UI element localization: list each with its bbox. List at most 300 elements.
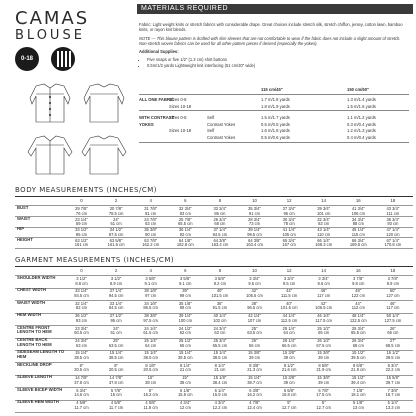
- garment-measurements-table: [15, 267, 413, 413]
- cm-value: 62 cm: [179, 330, 191, 336]
- table-row: [15, 206, 413, 217]
- inch-value: 6": [148, 387, 153, 393]
- inch-value: 14 7/8": [109, 375, 123, 381]
- cm-value: 12.7 cm: [281, 404, 297, 410]
- yardage-60: 1.1 m/1.2 yards: [347, 115, 376, 121]
- cm-value: 39.4 cm: [351, 379, 366, 385]
- inch-value: 37 1/4": [109, 288, 123, 294]
- cm-value: 38.5 cm: [212, 354, 228, 360]
- cm-value: 18.7 cm: [385, 392, 401, 398]
- yardage-45: 1.8 m/1.9 yards: [261, 103, 290, 109]
- fabric-kind-label: Contrast Yokes: [207, 121, 236, 127]
- inch-value: 39": [182, 288, 189, 294]
- cm-value: 9.5 cm: [248, 280, 261, 286]
- inch-value: 8 5/8": [353, 362, 364, 368]
- inch-value: 50": [389, 288, 396, 294]
- cm-value: 163.4 cm: [211, 242, 229, 248]
- inch-value: 4 5/8": [145, 400, 156, 405]
- cm-value: 21.9 cm: [351, 367, 366, 373]
- front-view-drawing: [14, 82, 132, 126]
- inch-value: 64 3/8": [248, 237, 261, 243]
- inch-value: 15 1/2": [351, 375, 365, 381]
- cm-value: 94.5 cm: [108, 292, 124, 298]
- fabric-kind-label: Contrast Yokes: [207, 135, 236, 140]
- cm-value: 61 cm: [110, 221, 122, 227]
- size-column-header: 12: [286, 198, 292, 203]
- inch-value: 8": [79, 362, 84, 368]
- inch-value: 42": [320, 300, 327, 306]
- inch-value: 15 1/2": [351, 350, 365, 356]
- inch-value: 3 5/8": [214, 276, 226, 281]
- inch-value: 6 1/4": [214, 387, 226, 393]
- measurement-label: WAIST: [17, 215, 31, 221]
- inch-value: 8 5/8": [318, 362, 329, 368]
- cm-value: 65 cm: [318, 330, 330, 336]
- size-column-header: 6: [184, 268, 187, 273]
- table-row: [15, 375, 413, 387]
- size-column-header: 4: [149, 268, 152, 273]
- inch-value: 42": [251, 288, 258, 294]
- table-row: [15, 301, 413, 313]
- inch-value: 38 3/8": [144, 313, 158, 319]
- cm-value: 83 cm: [179, 210, 191, 216]
- inch-value: 47 1/4": [386, 227, 400, 233]
- fabric-width-45: 115 cm/45": [261, 87, 283, 92]
- cm-value: 64 cm: [283, 330, 295, 336]
- inch-value: 25 7/8": [178, 216, 192, 222]
- cm-value: 15.9 cm: [212, 392, 228, 398]
- cm-value: 38.5 cm: [108, 354, 124, 360]
- supplies-title: Additional Supplies:: [139, 49, 179, 55]
- inch-value: 36 1/2": [75, 313, 88, 319]
- inch-value: 6 1/8": [180, 387, 191, 393]
- cm-value: 170.8 cm: [384, 242, 402, 248]
- inch-value: 28 3/4": [248, 216, 261, 222]
- inch-value: 31 7/8": [144, 206, 158, 211]
- inch-value: 44": [286, 288, 293, 294]
- inch-value: 26": [251, 338, 258, 343]
- measurement-label: SLEEVE HEM WIDTH: [17, 399, 59, 404]
- yardage-60: 0.4 m/0.4 yards: [347, 135, 376, 140]
- size-column-header: 4: [149, 198, 152, 203]
- size-column-header: 12: [286, 268, 292, 273]
- measurement-label: CENTRE BACK LENGTH TO HEM: [17, 337, 52, 347]
- inch-value: 3 1/2": [76, 276, 87, 281]
- cm-value: 20.5 cm: [74, 367, 89, 373]
- cm-value: 93 cm: [387, 221, 399, 227]
- inch-value: 63 1/2": [75, 237, 88, 243]
- cm-value: 122 cm: [351, 292, 366, 298]
- table-row: [15, 350, 413, 362]
- inch-value: 33 3/4": [213, 206, 227, 211]
- cm-value: 60.5 cm: [74, 330, 89, 336]
- cm-value: 63 cm: [145, 221, 157, 227]
- inch-value: 8 1/2": [283, 362, 295, 368]
- inch-value: 5": [287, 400, 291, 405]
- inch-value: 3 7/8": [387, 276, 399, 281]
- inch-value: 15 1/4": [213, 350, 227, 356]
- cm-value: 86.5 cm: [143, 305, 158, 311]
- pattern-brand: [15, 10, 110, 43]
- table-row: [15, 338, 413, 350]
- measurement-label: CENTRE FRONT LENGTH TO HEM: [17, 324, 52, 335]
- cm-value: 8.8 cm: [75, 280, 88, 286]
- inch-value: 64 3/8": [213, 237, 227, 243]
- size-range-label: Sizes 10-18: [169, 128, 192, 134]
- inch-value: 43 1/4": [317, 227, 331, 233]
- cm-value: 105 cm: [282, 231, 296, 237]
- inch-value: 15 3/8": [282, 375, 296, 381]
- inch-value: 25": [251, 325, 258, 331]
- inch-value: 39 3/4": [317, 206, 331, 211]
- inch-value: 8 1/4": [214, 362, 226, 368]
- cm-value: 91.5 cm: [212, 305, 228, 311]
- cm-value: 117.5 cm: [315, 317, 332, 323]
- cm-value: 88 cm: [352, 221, 364, 227]
- inch-value: 25 1/4": [282, 325, 296, 331]
- cm-value: 39.5 cm: [351, 354, 366, 360]
- cm-value: 20.5 cm: [108, 367, 124, 373]
- cm-value: 38 cm: [179, 379, 191, 385]
- fabric-description: Fabric: Light weight knits or stretch fabrics with considerable drape. Great choices include stretch silk, stretch chiffon, jersey, cotton lawn, bamboo knits, or rayon knit blends.: [139, 22, 403, 33]
- divider: [15, 412, 413, 413]
- inch-value: 15": [182, 375, 189, 381]
- divider: [139, 142, 409, 143]
- cm-value: 38.7 cm: [247, 379, 262, 385]
- inch-value: 43 3/4": [386, 206, 400, 211]
- cm-value: 110 cm: [317, 231, 331, 237]
- cm-value: 39 cm: [248, 354, 261, 360]
- yardage-60: 1.3 m/1.4 yards: [347, 97, 376, 102]
- cm-value: 21 cm: [179, 367, 191, 373]
- cm-value: 13 cm: [352, 404, 364, 410]
- inch-value: 36 1/4": [178, 227, 192, 233]
- cm-value: 76 cm: [75, 210, 88, 216]
- cm-value: 22.2 cm: [385, 367, 401, 373]
- cm-value: 8.9 cm: [109, 280, 123, 286]
- yardage-45: 0.5 m/0.6 yards: [261, 135, 290, 140]
- inch-value: 34 1/2": [109, 227, 123, 233]
- inch-value: 15 3/8": [317, 350, 331, 356]
- yardage-60: 1.5 m/1.6 yards: [347, 103, 376, 109]
- cm-value: 9.1 cm: [144, 280, 157, 286]
- table-row: [15, 217, 413, 228]
- stretch-fabric-icon: [51, 47, 75, 71]
- cm-value: 38.4 cm: [212, 379, 228, 385]
- cm-value: 106.5 cm: [246, 292, 263, 298]
- cm-value: 11.8 cm: [143, 404, 158, 410]
- inch-value: 8 3/8": [249, 362, 260, 368]
- cm-value: 21.6 cm: [281, 367, 297, 373]
- list-item: • Five snaps or five 1/2" (1.3 cm) shirt buttons: [147, 57, 409, 62]
- inch-value: 8 3/4": [387, 362, 399, 368]
- cm-value: 15 cm: [110, 392, 122, 398]
- inch-value: 25 1/2": [178, 338, 192, 343]
- inch-value: 4 5/8": [76, 400, 87, 405]
- inch-value: 44": [355, 300, 362, 306]
- measurement-label: HEIGHT: [17, 236, 33, 242]
- cm-value: 39 cm: [318, 379, 330, 385]
- cm-value: 9.8 cm: [352, 280, 365, 286]
- inch-value: 26 3/4": [351, 338, 365, 343]
- yardage-45: 1.6 m/1.8 yards: [261, 128, 290, 134]
- cm-value: 101.5 cm: [211, 292, 229, 298]
- inch-value: 63 7/8": [144, 237, 158, 243]
- inch-value: 34 1/8": [144, 300, 158, 306]
- inch-value: 39 1/4": [178, 313, 192, 319]
- cm-value: 96.5 cm: [247, 305, 262, 311]
- inch-value: 48": [355, 288, 362, 294]
- inch-value: 3 1/2": [110, 276, 122, 281]
- inch-value: 66 3/4": [351, 237, 365, 243]
- inch-value: 25 3/4": [351, 325, 365, 331]
- cm-value: 162.8 cm: [176, 242, 194, 248]
- size-range-badge: 0-18: [15, 47, 39, 71]
- cm-value: 117 cm: [386, 305, 400, 311]
- cm-value: 87.5 cm: [108, 231, 124, 237]
- inch-value: 5": [321, 400, 326, 405]
- inch-value: 23 1/4": [75, 216, 88, 222]
- cm-value: 106 cm: [351, 210, 366, 216]
- cm-value: 15.5 cm: [178, 392, 193, 398]
- supplies-list: [139, 57, 409, 68]
- pattern-subtitle: BLOUSE: [15, 28, 85, 43]
- fabric-group-label: WITH CONTRAST: [139, 115, 175, 121]
- cm-value: 168.3 cm: [315, 242, 333, 248]
- size-column-header: 8: [218, 268, 222, 273]
- inch-value: 15 1/4": [109, 350, 123, 356]
- cm-value: 117 cm: [317, 292, 331, 298]
- cm-value: 101 cm: [316, 210, 331, 216]
- inch-value: 25 3/4": [213, 338, 227, 343]
- inch-value: 40 1/4": [213, 313, 227, 319]
- inch-value: 3 3/4": [283, 276, 295, 281]
- inch-value: 3 7/8": [353, 276, 364, 281]
- inch-value: 34 3/4": [351, 216, 365, 222]
- cm-value: 66 cm: [387, 330, 399, 336]
- inch-value: 35 3/8": [144, 227, 158, 233]
- inch-value: 36 3/4": [386, 216, 400, 222]
- inch-value: 24": [113, 325, 120, 331]
- cm-value: 59 cm: [75, 221, 88, 227]
- back-view-drawing: [14, 134, 132, 178]
- garment-measurements-title: GARMENT MEASUREMENTS (INCHES/CM): [15, 256, 175, 264]
- inch-value: 41 3/4": [351, 206, 365, 211]
- inch-value: 44 1/4": [282, 313, 296, 319]
- inch-value: 15 1/4": [248, 375, 261, 381]
- list-item: • 0.5m/1/2 yards Lightweight knit interfacing (51 cm/20" wide): [147, 63, 409, 68]
- divider: [139, 94, 409, 95]
- cm-value: 85 cm: [75, 231, 88, 237]
- inch-value: 6 7/8": [318, 387, 329, 393]
- materials-text: [139, 22, 409, 68]
- inch-value: 32 3/4": [317, 216, 331, 222]
- cm-value: 97 cm: [145, 292, 157, 298]
- cm-value: 91 cm: [248, 210, 261, 216]
- cm-value: 99.5 cm: [247, 231, 262, 237]
- cm-value: 97.5 cm: [143, 317, 158, 323]
- inch-value: 24 3/4": [75, 338, 88, 343]
- cm-value: 14.6 cm: [74, 392, 89, 398]
- inch-value: 5 3/4": [76, 387, 87, 393]
- inch-value: 46 1/4": [317, 313, 331, 319]
- divider: [139, 110, 409, 111]
- yardage-45: 1.5 m/1.7 yards: [261, 115, 290, 121]
- measurement-label: CHEST WIDTH: [17, 287, 47, 293]
- inch-value: 36": [216, 300, 223, 306]
- cm-value: 64 cm: [145, 342, 157, 348]
- size-column-header: 16: [355, 268, 361, 273]
- cm-value: 112.5 cm: [280, 317, 298, 323]
- divider: [15, 248, 413, 249]
- inch-value: 24": [113, 216, 120, 222]
- cm-value: 65.5 cm: [212, 342, 228, 348]
- inch-value: 4 3/4": [180, 400, 191, 405]
- inch-value: 63 5/8": [109, 237, 123, 243]
- measurement-label: HIP: [17, 226, 24, 232]
- measurement-label: BUST: [17, 205, 29, 210]
- cm-value: 65.5 cm: [178, 221, 193, 227]
- cm-value: 65 cm: [179, 342, 191, 348]
- inch-value: 38": [251, 300, 258, 306]
- cm-value: 93 cm: [75, 317, 88, 323]
- materials-header: MATERIALS REQUIRED: [137, 4, 413, 14]
- cm-value: 65.5 cm: [351, 330, 366, 336]
- cm-value: 9.2 cm: [213, 280, 227, 286]
- size-column-header: 14: [321, 198, 327, 203]
- size-column-header: 8: [218, 198, 222, 203]
- size-column-header: 2: [114, 198, 118, 203]
- cm-value: 66.5 cm: [281, 342, 297, 348]
- fabric-kind-label: Self: [207, 128, 215, 134]
- measurement-label: SLEEVE BICEP WIDTH: [17, 386, 63, 392]
- inch-value: 7 3/8": [387, 387, 399, 393]
- inch-value: 42 1/4": [248, 313, 261, 319]
- table-row: [15, 326, 413, 338]
- measurement-label: SHOULDER WIDTH: [17, 275, 56, 280]
- inch-value: 15 1/2": [386, 350, 400, 356]
- inch-value: 26": [389, 325, 396, 331]
- cm-value: 63.5 cm: [247, 330, 262, 336]
- cm-value: 122.5 cm: [349, 317, 367, 323]
- cm-value: 37.8 cm: [108, 379, 124, 385]
- size-column-header: 16: [355, 198, 361, 203]
- cm-value: 106.5 cm: [315, 305, 333, 311]
- inch-value: 66 1/4": [317, 237, 331, 243]
- cm-value: 9.6 cm: [317, 280, 330, 286]
- inch-value: 35 1/8": [178, 300, 192, 306]
- cm-value: 66 cm: [248, 342, 261, 348]
- inch-value: 14 7/8": [75, 375, 88, 381]
- inch-value: 3 5/8": [180, 276, 191, 281]
- size-column-header: 10: [252, 268, 257, 273]
- size-column-header: 18: [390, 198, 396, 203]
- inch-value: 26 3/4": [213, 216, 227, 222]
- cm-value: 67.5 cm: [316, 342, 331, 348]
- inch-value: 33 1/2": [75, 227, 88, 233]
- cm-value: 39.7 cm: [385, 379, 401, 385]
- inch-value: 23 3/4": [75, 325, 88, 331]
- inch-value: 67 1/4": [386, 237, 400, 243]
- cm-value: 100 cm: [178, 317, 193, 323]
- cm-value: 12.2 cm: [212, 404, 228, 410]
- size-badges: [15, 47, 110, 71]
- cm-value: 162.2 cm: [142, 242, 160, 248]
- cm-value: 12.7 cm: [316, 404, 331, 410]
- cm-value: 167 cm: [282, 242, 296, 248]
- cm-value: 16.2 cm: [247, 392, 262, 398]
- cm-value: 73 cm: [248, 221, 261, 227]
- inch-value: 46": [389, 300, 396, 306]
- inch-value: 30 7/8": [109, 206, 123, 211]
- inch-value: 46": [320, 288, 327, 294]
- yardage-60: 1.2 m/1.3 yards: [347, 128, 376, 134]
- table-row: [15, 276, 413, 288]
- cm-value: 94.5 cm: [212, 231, 228, 237]
- table-row: [15, 400, 413, 412]
- table-row: [139, 103, 409, 110]
- cm-value: 83 cm: [318, 221, 330, 227]
- size-range-label: Sizes 0-8: [169, 115, 187, 121]
- cm-value: 21.3 cm: [247, 367, 262, 373]
- cm-value: 161.5 cm: [107, 242, 125, 248]
- cm-value: 82 cm: [75, 305, 88, 311]
- cm-value: 169.5 cm: [349, 242, 367, 248]
- inch-value: 4 5/8": [110, 400, 122, 405]
- cm-value: 38.5 cm: [178, 354, 193, 360]
- cm-value: 21 cm: [214, 367, 226, 373]
- inch-value: 25": [113, 338, 120, 343]
- inch-value: 29 7/8": [75, 206, 88, 211]
- cm-value: 111.5 cm: [280, 292, 298, 298]
- size-column-header: 0: [80, 268, 83, 273]
- cm-value: 17.5 cm: [316, 392, 331, 398]
- inch-value: 8 1/8": [145, 362, 156, 368]
- cm-value: 112 cm: [351, 305, 365, 311]
- cm-value: 63.5 cm: [108, 342, 124, 348]
- fabric-table-header: [139, 86, 409, 93]
- cm-value: 99 cm: [179, 292, 191, 298]
- inch-value: 26 1/4": [282, 338, 296, 343]
- inch-value: 40": [286, 300, 293, 306]
- inch-value: 24 1/2": [178, 325, 192, 331]
- body-measurements-title: BODY MEASUREMENTS (INCHES/CM): [15, 186, 158, 194]
- inch-value: 38 1/8": [144, 288, 158, 294]
- inch-value: 8": [114, 362, 118, 368]
- cm-value: 92 cm: [179, 231, 191, 237]
- measurement-label: HEM WIDTH: [17, 312, 42, 318]
- fabric-group-label: YOKES: [139, 121, 154, 127]
- inch-value: 35 3/4": [248, 206, 261, 211]
- fabric-width-60: 150 cm/60": [347, 87, 370, 92]
- cm-value: 21.9 cm: [316, 367, 331, 373]
- cm-value: 84.5 cm: [74, 292, 89, 298]
- inch-value: 25 1/2": [317, 325, 331, 331]
- inch-value: 15 3/8": [282, 350, 296, 356]
- inch-value: 32 1/4": [75, 300, 88, 306]
- cm-value: 90 cm: [145, 231, 157, 237]
- inch-value: 37 3/4": [282, 206, 296, 211]
- inch-value: 6 3/8": [249, 387, 260, 393]
- inch-value: 33 1/4": [109, 300, 123, 306]
- cm-value: 39.5 cm: [385, 354, 401, 360]
- cm-value: 161 cm: [74, 242, 89, 248]
- cm-value: 95 cm: [110, 317, 122, 323]
- inch-value: 24 3/4": [213, 325, 227, 331]
- pattern-title: CAMAS: [15, 8, 90, 29]
- size-range-label: Sizes 0-8: [169, 97, 187, 102]
- cm-value: 12 cm: [179, 404, 191, 410]
